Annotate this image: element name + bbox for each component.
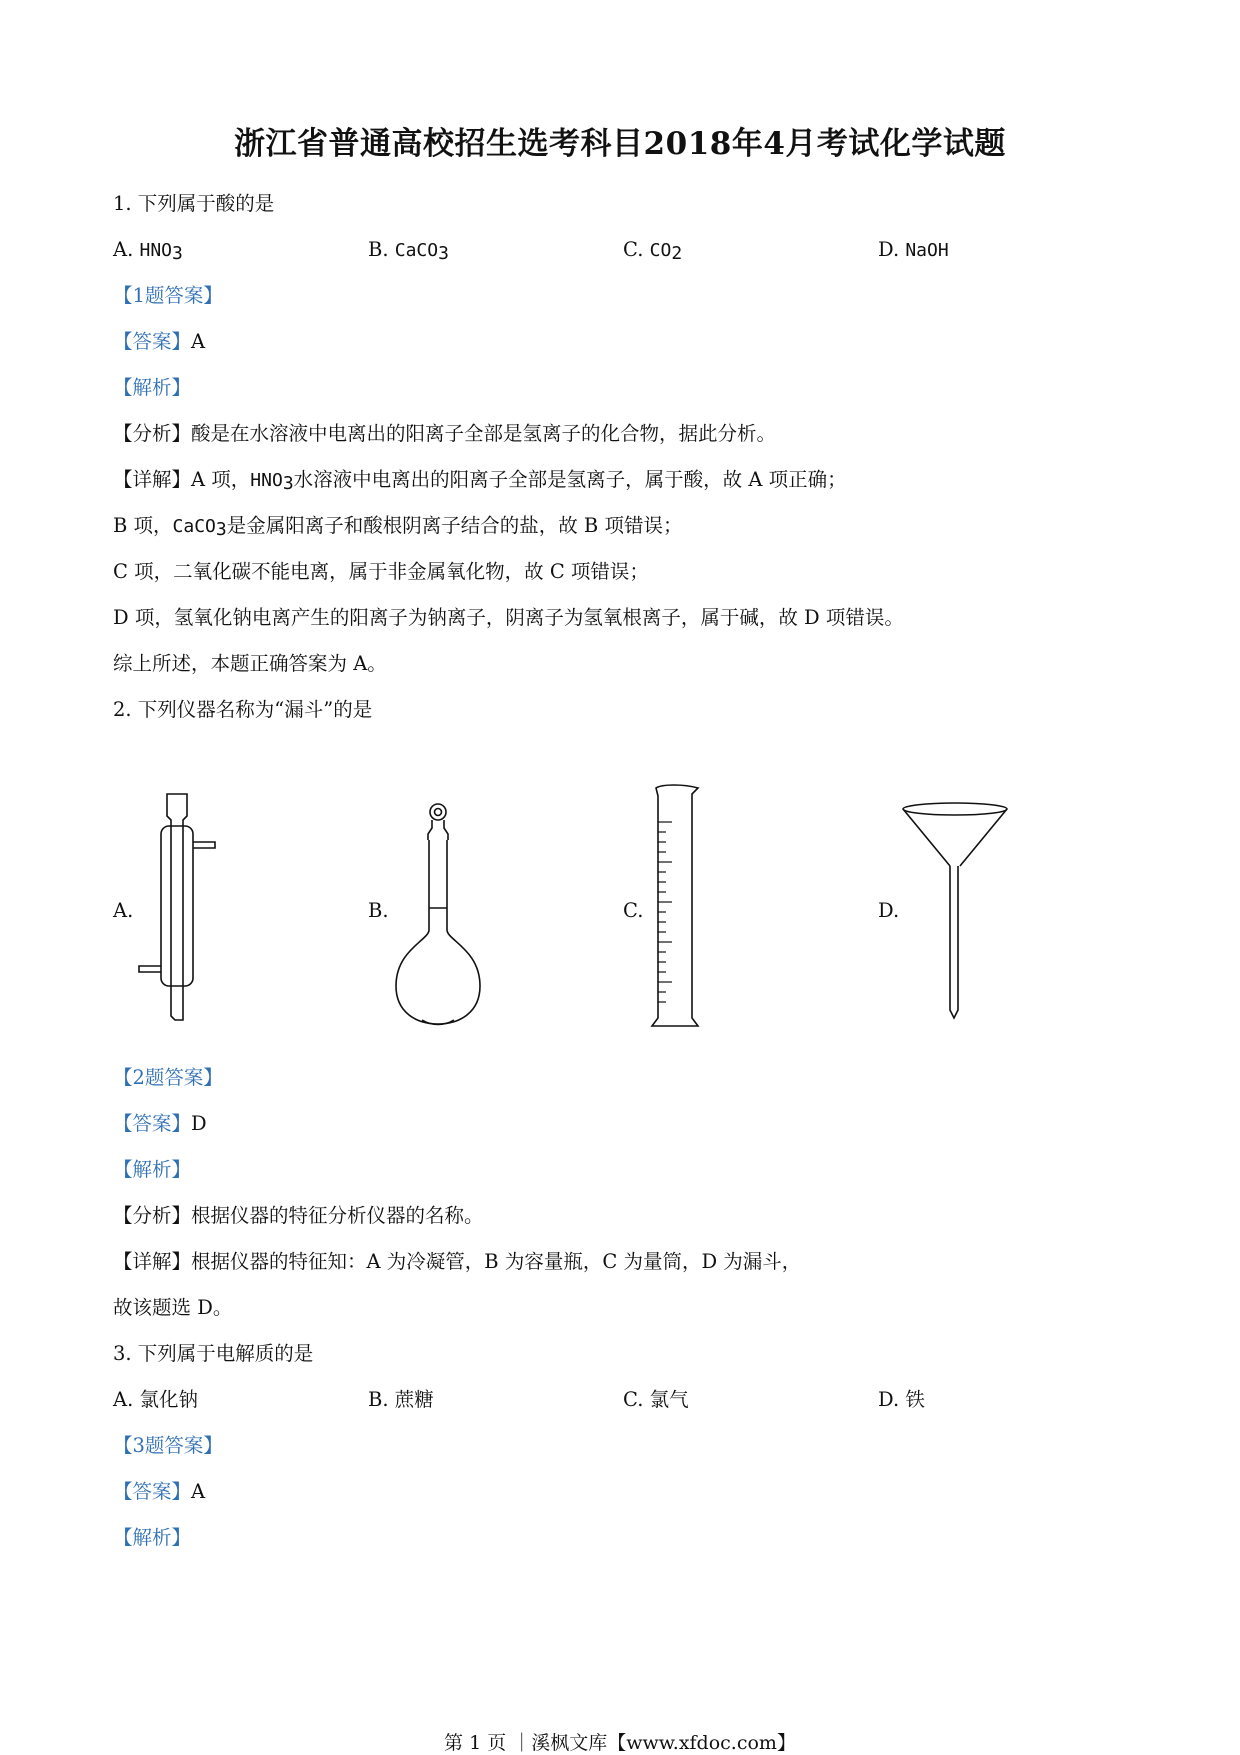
q2-answer-header: 【2题答案】 [113,1066,223,1089]
q1-summary: 综上所述，本题正确答案为 A。 [113,652,387,675]
q1-answer-header: 【1题答案】 [113,284,223,307]
q3-option-b[interactable]: B. 蔗糖 [368,1388,434,1411]
q3-option-d[interactable]: D. 铁 [878,1388,925,1411]
q2-option-d[interactable]: D. [878,899,900,922]
q3-answer: 【答案】A [113,1480,206,1503]
q1-detail-line-2: B 项，CaCO$_3$是金属阳离子和酸根阴离子结合的盐，故 B 项错误； [113,514,683,540]
page-title: 浙江省普通高校招生选考科目2018年4月考试化学试题 [234,126,1006,162]
q1-detail-line-3: C 项，二氧化碳不能电离，属于非金属氧化物，故 C 项错误； [113,560,649,583]
volumetric-flask-icon [388,800,498,1030]
funnel-icon [900,800,1010,1022]
q1-option-d[interactable]: D. NaOH [878,238,949,261]
q1-detail-line-1: 【详解】A 项，$HNO_3$水溶液中电离出的阳离子全部是氢离子，属于酸，故 A 项正确； [113,468,847,494]
graduated-cylinder-icon [648,782,708,1030]
q3-option-c[interactable]: C. 氯气 [623,1388,689,1411]
q1-analysis-header: 【解析】 [113,376,192,399]
condenser-icon [133,790,223,1026]
q1-stem: 1. 下列属于酸的是 [113,192,275,215]
q2-option-b[interactable]: B. [368,899,389,922]
q1-answer: 【答案】A [113,330,206,353]
q3-analysis-header: 【解析】 [113,1526,192,1549]
q1-option-c[interactable]: C. $CO_2$ [623,238,683,264]
q2-conclusion: 故该题选 D。 [113,1296,233,1319]
q2-option-a[interactable]: A. [113,899,134,922]
q1-option-b[interactable]: B. CaCO$_3$ [368,238,449,264]
q2-answer: 【答案】D [113,1112,207,1135]
q1-analysis: 【分析】酸是在水溶液中电离出的阳离子全部是氢离子的化合物，据此分析。 [113,422,777,445]
q2-analysis: 【分析】根据仪器的特征分析仪器的名称。 [113,1204,484,1227]
q3-answer-header: 【3题答案】 [113,1434,223,1457]
q3-stem: 3. 下列属于电解质的是 [113,1342,314,1365]
q2-analysis-header: 【解析】 [113,1158,192,1181]
q1-option-a[interactable]: A. $HNO_3$ [113,238,183,264]
q2-stem: 2. 下列仪器名称为“漏斗”的是 [113,698,373,721]
q2-option-c[interactable]: C. [623,899,644,922]
q3-option-a[interactable]: A. 氯化钠 [113,1388,198,1411]
page-footer: 第 1 页 ｜溪枫文库【www.xfdoc.com】 [444,1732,796,1754]
q2-detail: 【详解】根据仪器的特征知：A 为冷凝管，B 为容量瓶，C 为量筒，D 为漏斗， [113,1250,802,1273]
q1-detail-line-4: D 项，氢氧化钠电离产生的阳离子为钠离子，阴离子为氢氧根离子，属于碱，故 D 项错误。 [113,606,904,629]
